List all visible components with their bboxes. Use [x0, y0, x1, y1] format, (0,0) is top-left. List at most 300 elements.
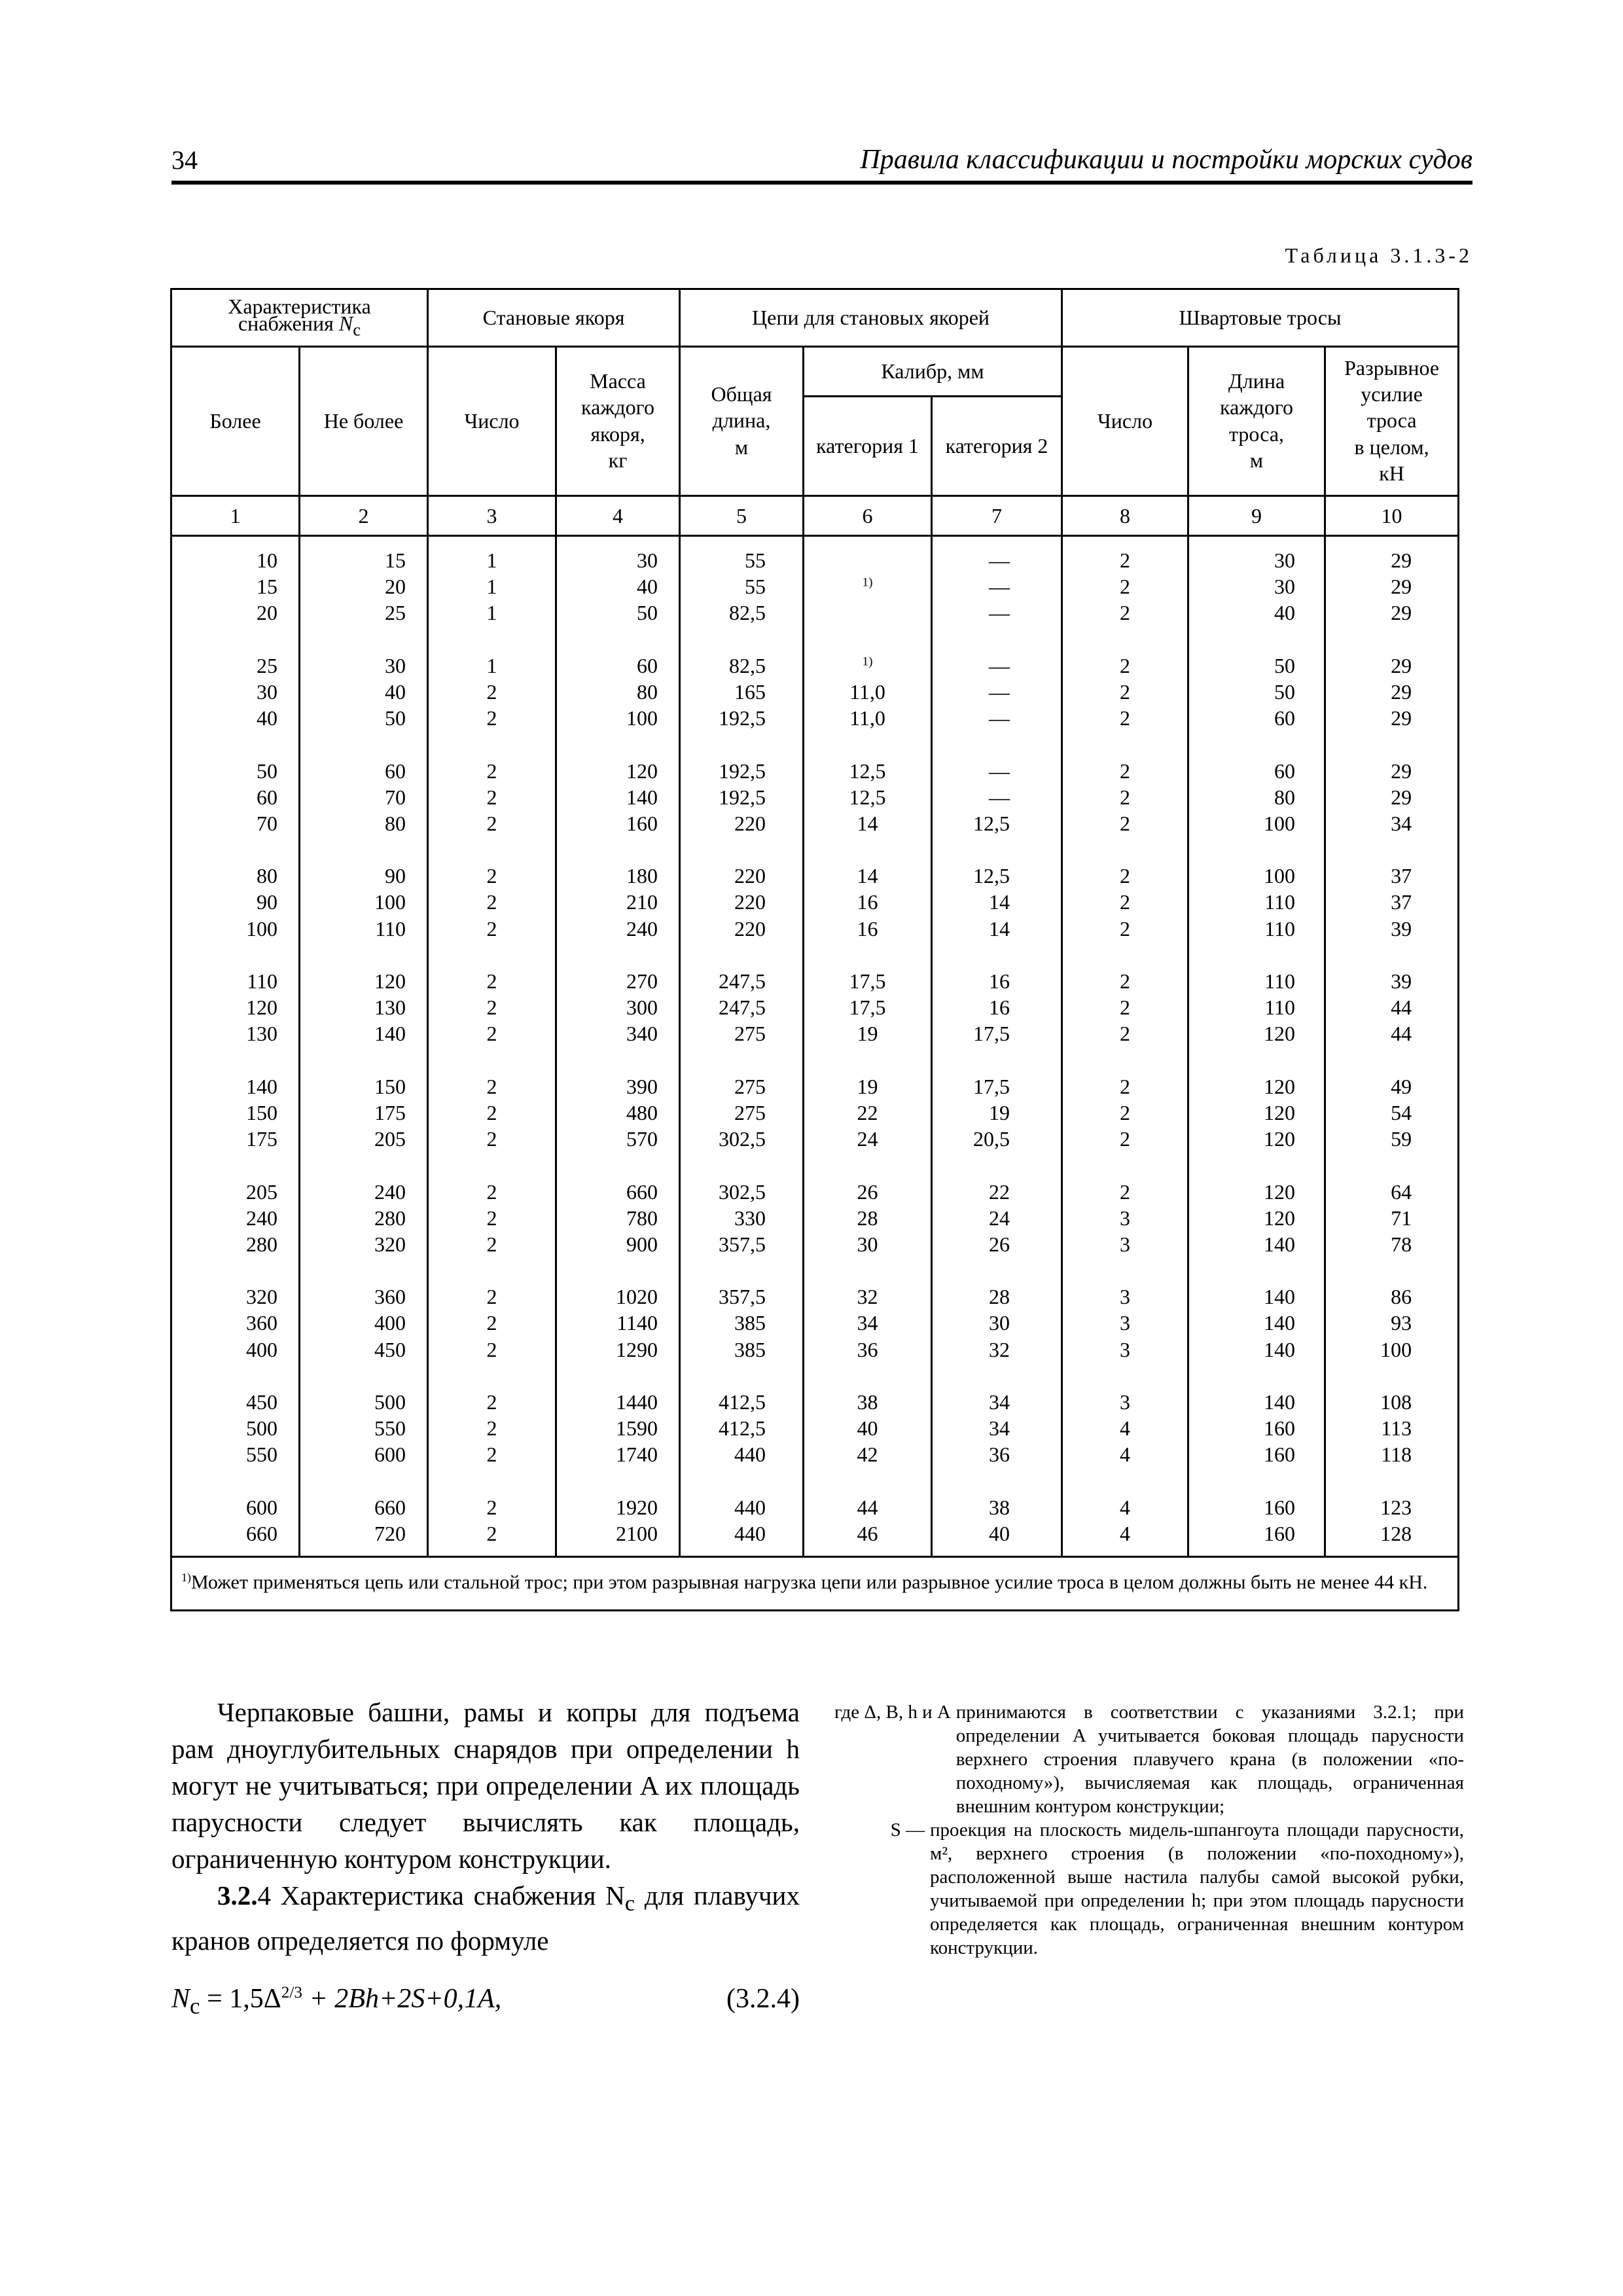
table-cell: 390 [626, 1074, 658, 1098]
table-cell [804, 600, 931, 626]
table-cell: 2 [1120, 916, 1131, 941]
table-cell: 2 [486, 996, 497, 1020]
table-footnote [171, 1557, 1459, 1611]
table-cell: 780 [626, 1206, 658, 1230]
table-cell: 2 [1120, 706, 1131, 730]
table-cell: 440 [734, 1443, 766, 1467]
table-cell: 140 [246, 1074, 277, 1098]
group-gap [933, 1363, 1010, 1389]
table-cell: 160 [1264, 1443, 1296, 1467]
group-gap [429, 1363, 555, 1389]
table-cell: 2 [486, 1495, 497, 1519]
table-cell: 3 [1120, 1337, 1131, 1361]
table-cell: 240 [374, 1179, 406, 1204]
table-cell: 11,0 [849, 706, 885, 730]
table-cell: — [989, 548, 1010, 572]
table-cell: 118 [1381, 1443, 1412, 1467]
header-anchor-mass-line: Масса [590, 369, 646, 393]
table-cell: — [989, 759, 1010, 783]
group-gap [1063, 942, 1187, 968]
group-gap [804, 1363, 931, 1389]
group-gap [933, 1152, 1010, 1178]
group-gap [172, 836, 277, 863]
table-caption: Таблица 3.1.3-2 [1285, 243, 1472, 267]
table-cell: 440 [734, 1495, 766, 1519]
table-cell: 2 [1120, 811, 1131, 835]
group-gap [1326, 1257, 1412, 1283]
table-cell: 59 [1391, 1127, 1412, 1151]
table-cell: 340 [626, 1022, 658, 1046]
header-chain-length-line: м [734, 435, 749, 459]
group-gap [681, 942, 766, 968]
table-cell: 2 [1120, 1022, 1131, 1046]
group-gap [681, 1363, 766, 1389]
table-cell: 280 [246, 1232, 277, 1256]
table-cell: 220 [734, 890, 766, 914]
table-cell: 110 [1264, 916, 1296, 941]
table-cell: 80 [385, 811, 406, 835]
table-cell: 165 [734, 679, 766, 704]
group-gap [804, 942, 931, 968]
table-cell: 1 [486, 653, 497, 677]
group-gap [172, 731, 277, 757]
table-cell: 2 [1120, 653, 1131, 677]
table-cell: 90 [257, 890, 277, 914]
table-cell: 275 [734, 1074, 766, 1098]
table-cell: 34 [989, 1390, 1010, 1414]
table-cell: 93 [1391, 1311, 1412, 1335]
table-cell: 70 [385, 785, 406, 809]
table-cell: 2 [1120, 679, 1131, 704]
column-number-row [171, 496, 1459, 536]
definition-s [834, 1818, 1464, 1960]
table-cell: 192,5 [719, 706, 766, 730]
group-gap [1063, 1257, 1187, 1283]
table-cell: 1 [486, 575, 497, 599]
table-cell: — [989, 575, 1010, 599]
group-gap [429, 1152, 555, 1178]
table-cell: 1590 [616, 1416, 658, 1441]
header-rope-strength-line: Разрывное [1344, 356, 1440, 380]
header-anchor-count: Число [428, 347, 556, 496]
group-gap [681, 731, 766, 757]
table-cell: 500 [246, 1416, 277, 1441]
table-cell: 280 [374, 1206, 406, 1230]
table-cell: 2 [486, 1022, 497, 1046]
table-cell: 26 [989, 1232, 1010, 1256]
footnote-text: Может применяться цепь или стальной трос; при этом разрывная нагрузка цепи или разрывное усилие троса в целом должны быть не менее 44 кН. [191, 1571, 1428, 1594]
table-cell: 192,5 [719, 785, 766, 809]
table-cell: 2 [1120, 759, 1131, 783]
table-cell: 2 [486, 785, 497, 809]
table-cell: 36 [989, 1443, 1010, 1467]
group-gap [557, 1363, 658, 1389]
table-cell: 28 [989, 1285, 1010, 1309]
table-cell: 16 [989, 969, 1010, 993]
table-cell: 42 [857, 1443, 878, 1467]
group-gap [804, 1152, 931, 1178]
group-gap [1189, 1152, 1295, 1178]
column-number: 3 [428, 496, 556, 536]
table-cell: 357,5 [719, 1232, 766, 1256]
table-cell: 1 [486, 601, 497, 625]
column-number: 6 [804, 496, 932, 536]
table-cell: 275 [734, 1100, 766, 1124]
equipment-table [170, 288, 1459, 1611]
table-cell: 110 [1264, 996, 1296, 1020]
table-cell: 320 [374, 1232, 406, 1256]
group-gap [1326, 836, 1412, 863]
table-cell: 3 [1120, 1390, 1131, 1414]
table-cell: 2 [486, 969, 497, 993]
group-gap [1189, 1047, 1295, 1073]
table-cell: 32 [989, 1337, 1010, 1361]
header-n-letter: N [338, 311, 353, 335]
table-cell: 80 [1274, 785, 1296, 809]
table-cell: 38 [989, 1495, 1010, 1519]
table-cell: 180 [626, 864, 658, 888]
table-cell: 150 [246, 1100, 277, 1124]
table-cell: 120 [374, 969, 406, 993]
paragraph-3-2-4-text: 4 Характеристика снабжения N [257, 1880, 625, 1910]
table-cell: 30 [1274, 575, 1296, 599]
group-gap [933, 1257, 1010, 1283]
table-cell: 30 [637, 548, 658, 572]
table-cell: 2 [1120, 601, 1131, 625]
table-column-1 [171, 536, 300, 1557]
group-gap [429, 942, 555, 968]
table-cell: 40 [989, 1521, 1010, 1545]
table-cell: 16 [857, 890, 878, 914]
table-cell: 400 [246, 1337, 277, 1361]
table-cell: 120 [1264, 1179, 1296, 1204]
table-cell: 82,5 [729, 653, 766, 677]
table-cell: 1020 [616, 1285, 658, 1309]
table-cell: 15 [385, 548, 406, 572]
table-cell: 100 [626, 706, 658, 730]
table-cell: 28 [857, 1206, 878, 1230]
table-cell [804, 653, 931, 679]
table-cell: 14 [857, 811, 878, 835]
table-cell: 302,5 [719, 1179, 766, 1204]
table-cell: 600 [246, 1495, 277, 1519]
table-cell: 40 [857, 1416, 878, 1441]
table-cell: 150 [374, 1074, 406, 1098]
table-cell: 50 [1274, 653, 1296, 677]
table-cell: 1740 [616, 1443, 658, 1467]
table-cell: 2 [486, 1179, 497, 1204]
column-number: 8 [1062, 496, 1188, 536]
table-cell: 4 [1120, 1495, 1131, 1519]
table-cell: 50 [637, 601, 658, 625]
table-column-7 [932, 536, 1062, 1557]
table-cell: 4 [1120, 1521, 1131, 1545]
table-cell: 2 [486, 1127, 497, 1151]
table-cell: 330 [734, 1206, 766, 1230]
table-cell: 2 [1120, 1074, 1131, 1098]
formula-number: (3.2.4) [726, 1984, 800, 2014]
group-gap [804, 836, 931, 863]
group-gap [804, 1047, 931, 1073]
right-column-definitions [834, 1700, 1464, 1960]
group-gap [557, 731, 658, 757]
table-cell: 123 [1380, 1495, 1412, 1519]
formula-rhs: = 1,5Δ [200, 1984, 281, 2014]
table-cell: 2 [486, 1521, 497, 1545]
table-cell: 2 [486, 1337, 497, 1361]
table-cell: 29 [1391, 601, 1412, 625]
table-cell: 19 [989, 1100, 1010, 1124]
table-cell: 37 [1391, 864, 1412, 888]
table-cell: 2 [486, 1443, 497, 1467]
group-gap [429, 1257, 555, 1283]
table-cell: 220 [734, 864, 766, 888]
table-cell: 450 [246, 1390, 277, 1414]
table-cell: 29 [1391, 679, 1412, 704]
table-cell: 24 [857, 1127, 878, 1151]
group-gap [172, 1363, 277, 1389]
paragraph-3-2-4 [171, 1877, 800, 1959]
footnote-ref: 1) [862, 575, 873, 590]
table-cell: 12,5 [849, 759, 886, 783]
header-anchors: Становые якоря [428, 289, 680, 347]
table-cell: 400 [374, 1311, 406, 1335]
table-cell: 120 [1264, 1074, 1296, 1098]
header-caliber: Калибр, мм [804, 347, 1062, 397]
header-chain-length-line: длина, [712, 408, 771, 433]
group-gap [557, 1047, 658, 1073]
table-cell: 12,5 [973, 811, 1010, 835]
table-cell: 40 [637, 575, 658, 599]
page-header [171, 143, 1472, 185]
group-gap [172, 942, 277, 968]
table-cell: 4 [1120, 1443, 1131, 1467]
paragraph-subscript: c [624, 1892, 635, 1916]
group-gap [429, 626, 555, 653]
header-rope-length-line: каждого [1220, 395, 1294, 420]
table-cell: 19 [857, 1022, 878, 1046]
table-cell: 100 [1380, 1337, 1412, 1361]
group-gap [933, 731, 1010, 757]
section-number: 3.2. [217, 1880, 258, 1910]
table-cell: 210 [626, 890, 658, 914]
table-cell: 29 [1391, 759, 1412, 783]
table-cell: 300 [626, 996, 658, 1020]
column-number: 9 [1188, 496, 1325, 536]
group-gap [681, 1152, 766, 1178]
table-cell: 120 [1264, 1100, 1296, 1124]
table-cell: 660 [374, 1495, 406, 1519]
group-gap [557, 942, 658, 968]
header-rope-length-line: Длина [1228, 369, 1285, 393]
table-cell: 25 [385, 601, 406, 625]
table-cell: — [989, 653, 1010, 677]
table-cell: 46 [857, 1521, 878, 1545]
table-cell: 140 [374, 1022, 406, 1046]
column-number: 7 [932, 496, 1062, 536]
table-cell: 412,5 [719, 1416, 766, 1441]
group-gap [1189, 1363, 1295, 1389]
table-cell: 240 [246, 1206, 277, 1230]
table-cell: 130 [246, 1022, 277, 1046]
header-chain-length [680, 347, 804, 496]
table-cell: 500 [374, 1390, 406, 1414]
table-cell: 275 [734, 1022, 766, 1046]
table-cell: 2 [486, 1206, 497, 1230]
table-cell: 17,5 [973, 1022, 1010, 1046]
table-cell: 2 [1120, 890, 1131, 914]
table-cell: 60 [1274, 706, 1296, 730]
table-cell: 1440 [616, 1390, 658, 1414]
table-cell: 110 [1264, 969, 1296, 993]
table-cell: 100 [374, 890, 406, 914]
group-gap [300, 836, 406, 863]
table-cell: 30 [257, 679, 277, 704]
table-cell: 2 [486, 706, 497, 730]
table-cell: 160 [1264, 1521, 1296, 1545]
table-cell: 2 [1120, 864, 1131, 888]
group-gap [1063, 1468, 1187, 1494]
table-cell: — [989, 679, 1010, 704]
group-gap [804, 1468, 931, 1494]
table-cell: 78 [1391, 1232, 1412, 1256]
table-cell: 660 [626, 1179, 658, 1204]
column-number: 2 [300, 496, 428, 536]
table-cell: 660 [246, 1521, 277, 1545]
table-cell: 140 [1264, 1337, 1296, 1361]
table-cell: 2 [1120, 1179, 1131, 1204]
table-cell [804, 547, 931, 573]
header-more: Более [171, 347, 300, 496]
table-cell: 34 [857, 1311, 878, 1335]
table-cell: 2 [1120, 1127, 1131, 1151]
table-cell: 130 [374, 996, 406, 1020]
table-cell: 360 [374, 1285, 406, 1309]
table-cell: 10 [257, 548, 277, 572]
header-category-1: категория 1 [804, 397, 932, 496]
table-cell: 2 [486, 1232, 497, 1256]
group-gap [1189, 836, 1295, 863]
table-cell: 14 [989, 890, 1010, 914]
table-cell: 80 [637, 679, 658, 704]
table-cell: 17,5 [849, 996, 886, 1020]
table-cell: 2 [1120, 548, 1131, 572]
formula-exponent: 2/3 [281, 1984, 302, 2001]
footnote-ref: 1) [862, 655, 873, 669]
group-gap [933, 836, 1010, 863]
table-cell: 2 [486, 1100, 497, 1124]
column-number: 4 [556, 496, 680, 536]
table-cell: 360 [246, 1311, 277, 1335]
running-title: Правила классификации и постройки морских судов [860, 145, 1472, 175]
table-cell: 4 [1120, 1416, 1131, 1441]
page-number: 34 [171, 145, 198, 175]
table-cell: 70 [257, 811, 277, 835]
definition-term: S — [890, 1820, 925, 1840]
table-cell: 1290 [616, 1337, 658, 1361]
table-cell: 29 [1391, 548, 1412, 572]
table-cell: 440 [734, 1521, 766, 1545]
header-rope-length [1188, 347, 1325, 496]
group-gap [681, 836, 766, 863]
group-gap [1189, 731, 1295, 757]
table-cell: 86 [1391, 1285, 1412, 1309]
table-cell: 110 [247, 969, 277, 993]
group-gap [172, 1047, 277, 1073]
table-cell: 50 [1274, 679, 1296, 704]
table-cell: 2 [1120, 969, 1131, 993]
group-gap [300, 626, 406, 653]
table-cell: 30 [1274, 548, 1296, 572]
group-gap [1189, 626, 1295, 653]
group-gap [1326, 1363, 1412, 1389]
table-cell: 24 [989, 1206, 1010, 1230]
header-anchor-mass-line: кг [608, 448, 628, 472]
table-cell: 120 [1264, 1127, 1296, 1151]
table-cell: 2 [1120, 575, 1131, 599]
table-cell: 20 [385, 575, 406, 599]
table-cell: 140 [1264, 1390, 1296, 1414]
group-gap [300, 1047, 406, 1073]
table-cell: 113 [1381, 1416, 1412, 1441]
header-rope-strength-line: троса [1366, 408, 1417, 433]
table-cell: 247,5 [719, 996, 766, 1020]
table-cell: 25 [257, 653, 277, 677]
table-cell: 19 [857, 1074, 878, 1098]
table-cell: 600 [374, 1443, 406, 1467]
group-gap [557, 836, 658, 863]
header-rope-strength [1325, 347, 1459, 496]
table-cell: 570 [626, 1127, 658, 1151]
table-cell: 2 [1120, 1100, 1131, 1124]
table-cell: 71 [1391, 1206, 1412, 1230]
group-gap [1063, 1047, 1187, 1073]
table-cell: 480 [626, 1100, 658, 1124]
group-gap [172, 1257, 277, 1283]
table-cell: 160 [1264, 1416, 1296, 1441]
table-cell: 302,5 [719, 1127, 766, 1151]
table-cell: 2 [486, 811, 497, 835]
group-gap [681, 1047, 766, 1073]
table-cell: 80 [257, 864, 277, 888]
table-cell: 175 [246, 1127, 277, 1151]
header-rope-length-line: троса, [1229, 422, 1285, 446]
table-cell: 128 [1380, 1521, 1412, 1545]
table-column-10 [1325, 536, 1459, 1557]
definition-delta-b-h-a [834, 1700, 1464, 1818]
group-gap [557, 626, 658, 653]
table-cell: 30 [989, 1311, 1010, 1335]
table-cell: 2 [486, 679, 497, 704]
group-gap [1063, 626, 1187, 653]
table-cell: 12,5 [849, 785, 886, 809]
left-column-text [171, 1694, 800, 1959]
table-cell: 15 [257, 575, 277, 599]
group-gap [300, 1152, 406, 1178]
table-cell: 32 [857, 1285, 878, 1309]
table-cell: 17,5 [973, 1074, 1010, 1098]
formula-3-2-4 [171, 1983, 800, 2022]
header-category-2: категория 2 [932, 397, 1062, 496]
group-gap [300, 731, 406, 757]
table-cell: 192,5 [719, 759, 766, 783]
table-cell: 160 [1264, 1495, 1296, 1519]
table-cell: 34 [989, 1416, 1010, 1441]
header-anchor-mass-line: якоря, [590, 422, 645, 446]
table-cell: 2 [486, 759, 497, 783]
table-cell: — [989, 706, 1010, 730]
table-cell: 22 [989, 1179, 1010, 1204]
